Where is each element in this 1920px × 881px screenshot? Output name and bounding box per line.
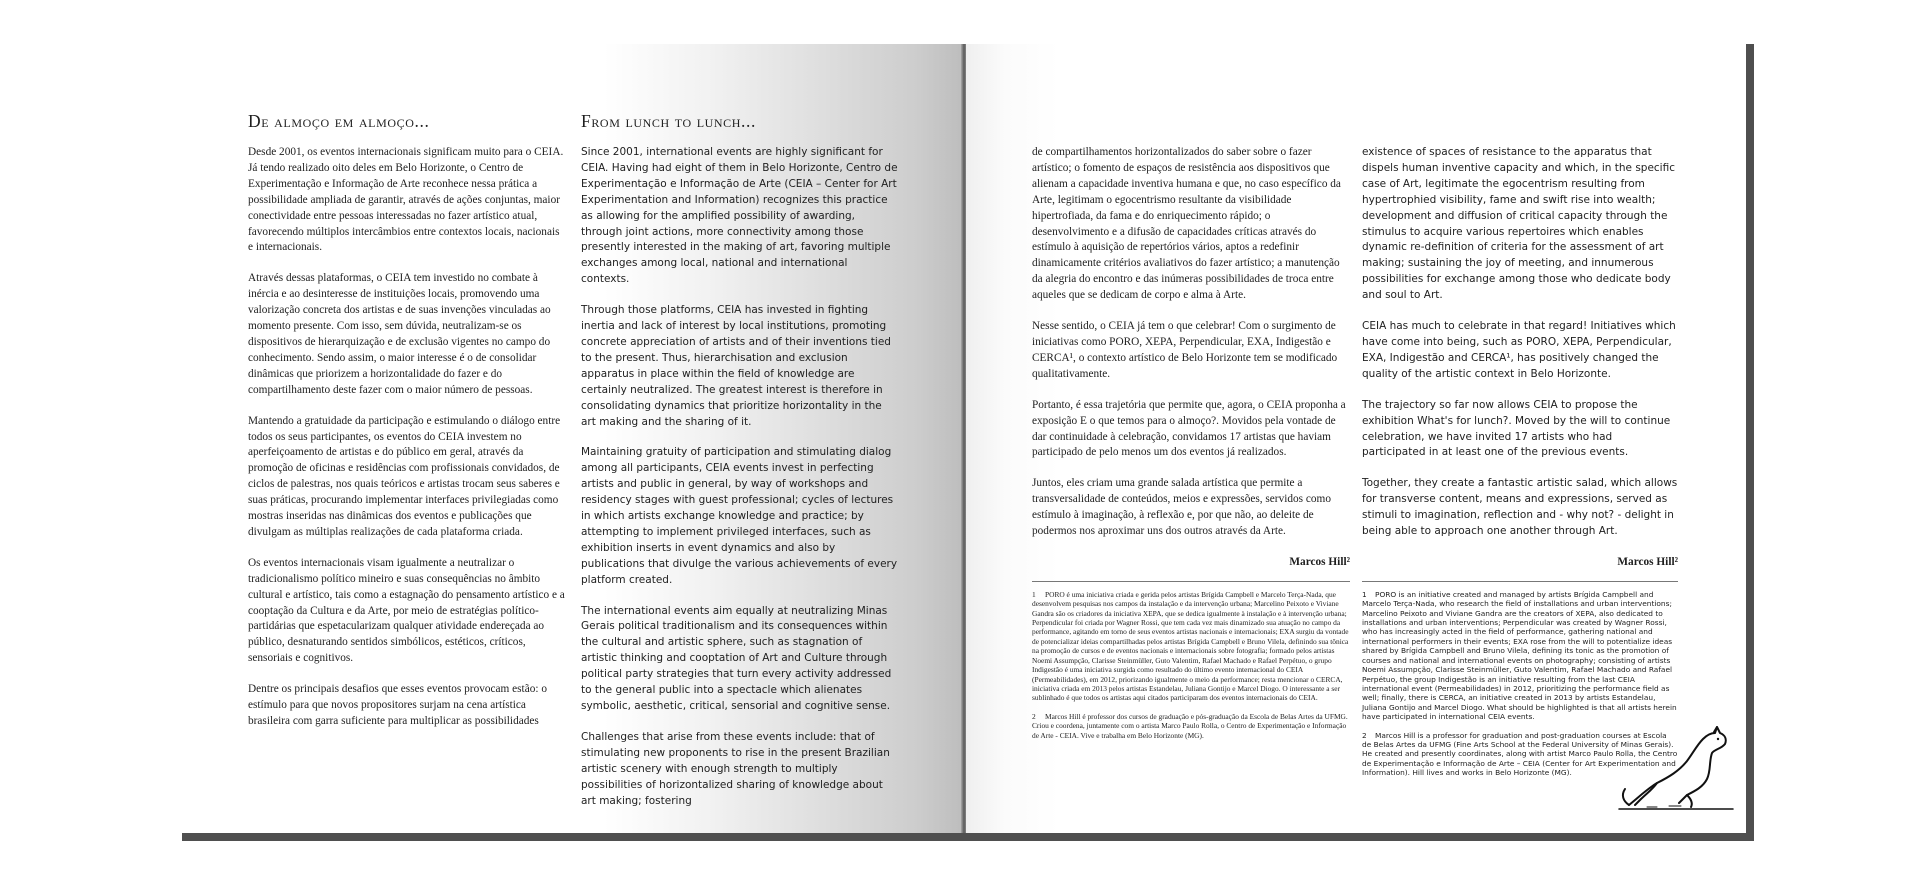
footnote-text: PORO é uma iniciativa criada e gerida pelos artistas Brígida Campbell e Marcelo Terça-Nada, que desenvolvem pesquisas nos campos da instalação e da intervenção urbana; Marcelino Peixoto e Viviane Gandra são os criadores da iniciativa XEPA, que se dedica igualmente à instalação e à intervenção urbana; Perpendicular foi criada por Wagner Rossi, que tem cada vez mais dinamizado sua atuação no campo da performance, agitando em torno de seus eventos artistas nacionais e internacionais; EXA surgiu da vontade de potencializar ideias compartilhadas pelos artistas Brígida Campbell e Bruno Vilela, definindo sua tônica na promoção de cursos e de eventos nacionais e internacionais sobre fotografia; formado pelos artistas Noemi Assumpção, Clarisse Steinmüller, Guto Valentim, Rafael Machado e Rafael Perpétuo, o grupo Indigestão é uma iniciativa surgida como resultado do último evento internacional do CEIA (Permeabilidades), em 2012, priorizando igualmente o meio da performance; resta mencionar o CERCA, iniciativa criada em 2013 pelos artistas Estandelau, Juliana Gontijo e Marcel Diogo. O interessante a ser sublinhado é que todos os artistas aqui citados participaram dos eventos internacionais do CEIA. — [1032, 589, 1349, 703]
left-page — [182, 44, 963, 833]
author-signature: Marcos Hill² — [1617, 555, 1678, 568]
footnote-divider — [1032, 581, 1350, 582]
footnote-number: 2 — [1032, 711, 1036, 721]
footnote-divider — [1362, 581, 1678, 582]
paragraph: Since 2001, international events are highly significant for CEIA. Having had eight of them in Belo Horizonte, Centro de Experimentação e Informação de Arte (CEIA – Center for Art Experimentation and Information) recognizes this practice as allowing for the amplified possibility of awarding, through joint actions, more connectivity among those presently interested in the making of art, favoring multiple exchanges among local, national and international contexts. — [581, 146, 898, 286]
paragraph: The international events aim equally at neutralizing Minas Gerais political traditionalism and its consequences within the cultural and artistic sphere, such as stagnation of artistic thinking and cooptation of Art and Culture through political party strategies that turn every activity addressed to the general public into a spectacle which alienates symbolic, aesthetic, critical, sensorial and cognitive sense. — [581, 604, 892, 712]
paragraph: Os eventos internacionais visam igualmente a neutralizar o tradicionalismo político mineiro e suas consequências no âmbito cultural e artístico, tais como a estagnação do pensamento artístico e a cooptação da Cultura e da Arte, por meio de estratégias político-partidárias que espetacularizam qualquer atividade endereçada ao público, desnaturando sentidos simbólicos, estéticos, críticos, sensoriais e cognitivos. — [248, 556, 565, 665]
paragraph: Through those platforms, CEIA has invested in fighting inertia and lack of interest by local institutions, promoting concrete appreciation of artists and of their inventions tied to the present. Thus, hierarchisation and exclusion apparatus in place within the field of knowledge are certainly neutralized. The greatest interest is therefore in consolidating dynamics that prioritize horizontality in the art making and the sharing of it. — [581, 304, 891, 428]
author-signature: Marcos Hill² — [1289, 555, 1350, 568]
left-english-column — [581, 110, 899, 824]
right-portuguese-column — [1032, 145, 1350, 749]
paragraph: Together, they create a fantastic artistic salad, which allows for transverse content, means and expressions, served as stimuli to imagination, reflection and - why not? - delight in being able to approach one another through Art. — [1362, 477, 1678, 538]
paragraph: de compartilhamentos horizontalizados do saber sobre o fazer artístico; o fomento de espaços de resistência aos dispositivos que alienam a capacidade inventiva humana e que, no caso específico da Arte, legitimam o egocentrismo resultante da visibilidade hipertrofiada, da fama e do enriquecimento rápido; o desenvolvimento e a difusão de capacidades críticas através do estímulo à aquisição de repertórios vários, aptos a redefinir dinamicamente critérios avaliativos do fazer artístico; a manutenção da alegria do encontro e das inúmeras possibilidades de troca entre aqueles que se dedicam de corpo e alma à Arte. — [1032, 146, 1341, 302]
right-english-column — [1362, 145, 1678, 787]
left-portuguese-column — [248, 110, 566, 745]
paragraph: Mantendo a gratuidade da participação e estimulando o diálogo entre todos os seus participantes, os eventos do CEIA investem no aperfeiçoamento de artistas e do público em geral, através da promoção de oficinas e residências com profissionais convidados, de ciclos de palestras, nos quais teóricos e artistas trocam seus saberes e suas práticas, procurando implementar interfaces privilegiadas como mostras inseridas nas dinâmicas dos eventos e publicações que divulgam as múltiplas realizações de cada plataforma criada. — [248, 414, 561, 538]
footnote — [1032, 590, 1350, 703]
paragraph: The trajectory so far now allows CEIA to propose the exhibition What's for lunch?. Moved by the will to continue celebration, we have invited 17 artists who had participated in at least one of the previous events. — [1362, 398, 1671, 459]
footnote-number: 1 — [1032, 589, 1036, 599]
footnote-number: 2 — [1362, 730, 1367, 740]
open-book-spread — [182, 44, 1754, 841]
paragraph: existence of spaces of resistance to the apparatus that dispels human inventive capacity and which, in the specific case of Art, legitimate the egocentrism resulting from hypertrophied visibility, fame and swift rise into wealth; development and diffusion of critical capacity through the stimulus to acquire various repertoires which enables dynamic re-definition of criteria for the assessment of art making; sustaining the joy of meeting, and innumerous possibilities for exchange among those who dedicate body and soul to Art. — [1362, 146, 1675, 302]
paragraph: Juntos, eles criam uma grande salada artística que permite a transversalidade de conteúdos, meios e expressões, servidos como estímulo à imaginação, à reflexão e, por que não, ao deleite de podermos nos aproximar uns dos outros através da Arte. — [1032, 477, 1331, 538]
paragraph: Desde 2001, os eventos internacionais significam muito para o CEIA. Já tendo realizado oito deles em Belo Horizonte, o Centro de Experimentação e Informação de Arte reconhece nessa prática a possibilidade ampliada de garantir, através de ações conjuntas, maior conectividade entre pessoas interessadas no fazer artístico atual, favorecendo múltiplos intercâmbios entre contextos locais, nacionais e internacionais. — [248, 146, 564, 254]
paragraph: Nesse sentido, o CEIA já tem o que celebrar! Com o surgimento de iniciativas como PORO, XEPA, Perpendicular, EXA, Indigestão e CERCA¹, o contexto artístico de Belo Horizonte tem se modificado qualitativamente. — [1032, 320, 1338, 380]
portuguese-heading: De almoço em almoço... — [248, 111, 430, 131]
paragraph: Maintaining gratuity of participation and stimulating dialog among all participants, CEIA events invest in perfecting artists and public in general, by way of workshops and residency stages with guest professional; cycles of lectures in which artists exchange knowledge and practice; by attempting to implement privileged interfaces, such as exhibition inserts in event dynamics and also by publications that divulge the various achievements of every platform created. — [581, 446, 898, 586]
paragraph: CEIA has much to celebrate in that regard! Initiatives which have come into being, such as PORO, XEPA, Perpendicular, EXA, Indigestão and CERCA¹, has positively changed the quality of the artistic context in Belo Horizonte. — [1362, 320, 1676, 380]
paragraph: Dentre os principais desafios que esses eventos provocam estão: o estímulo para que novos propositores surjam na cena artística brasileira com garra suficiente para multiplicar as possibilidades — [248, 683, 547, 727]
footnote-text: Marcos Hill is a professor for graduation and post-graduation courses at Escola de Belas Artes da UFMG (Fine Arts School at the Federal University of Minas Gerais). He created and presently coordinates, along with artist Marco Paulo Rolla, the Centro de Experimentação e Informação de Arte – CEIA (Center for Art Experimentation and Information). Hill lives and works in Belo Horizonte (MG). — [1362, 730, 1678, 778]
right-page — [966, 44, 1746, 833]
footnote-number: 1 — [1362, 589, 1367, 599]
english-heading: From lunch to lunch... — [581, 111, 756, 131]
paragraph: Através dessas plataformas, o CEIA tem investido no combate à inércia e ao desinteresse de instituições locais, promovendo uma valorização concreta dos artistas e de suas invenções vinculadas ao momento presente. Com isso, sem dúvida, neutralizam-se os dispositivos de hierarquização e de exclusão vigentes no campo do conhecimento. Sendo assim, o maior interesse é o de consolidar dinâmicas que priorizem a horizontalidade do fazer e do compartilhamento deste fazer com o maior número de pessoas. — [248, 272, 551, 396]
footnote — [1362, 590, 1678, 722]
footnote-text: PORO is an initiative created and managed by artists Brígida Campbell and Marcelo Terça-Nada, who research the field of installations and urban interventions; Marcelino Peixoto and Viviane Gandra are the creators of XEPA, also dedicated to installations and urban interventions; Perpendicular was created by Wagner Rossi, who has increasingly acted in the field of performance, gathering national and international performers in their events; EXA rose from the will to potentialize ideas shared by Brígida Campbell and Bruno Vilela, defining its tonic as the promotion of courses and national and international events on photography; consisting of artists Noemi Assumpção, Clarisse Steinmüller, Guto Valentim, Rafael Machado and Rafael Perpétuo, the group Indigestão is an initiative resulting from the last CEIA international event (Permeabilidades) in 2012, prioritizing the performance field as well; finally, there is CERCA, an initiative created in 2013 by artists Estandelau, Juliana Gontijo and Marcel Diogo. What should be highlighted is that all artists herein have participated in international CEIA events. — [1362, 589, 1677, 722]
footnote — [1032, 712, 1350, 740]
cat-drawing-icon — [1617, 719, 1735, 815]
paragraph: Portanto, é essa trajetória que permite que, agora, o CEIA proponha a exposição E o que temos para o almoço?. Movidos pela vontade de dar continuidade à celebração, convidamos 17 artistas que haviam participado de pelo menos um dos eventos já realizados. — [1032, 398, 1346, 459]
footnote-text: Marcos Hill é professor dos cursos de graduação e pós-graduação da Escola de Belas Artes da UFMG. Criou e coordena, juntamente com o artista Marco Paulo Rolla, o Centro de Experimentação e Informação de Arte - CEIA. Vive e trabalha em Belo Horizonte (MG). — [1032, 711, 1348, 740]
paragraph: Challenges that arise from these events include: that of stimulating new proponents to rise in the present Brazilian artistic scenery with enough strength to multiply possibilities of horizontalized sharing of knowledge about art making; fostering — [581, 730, 890, 807]
